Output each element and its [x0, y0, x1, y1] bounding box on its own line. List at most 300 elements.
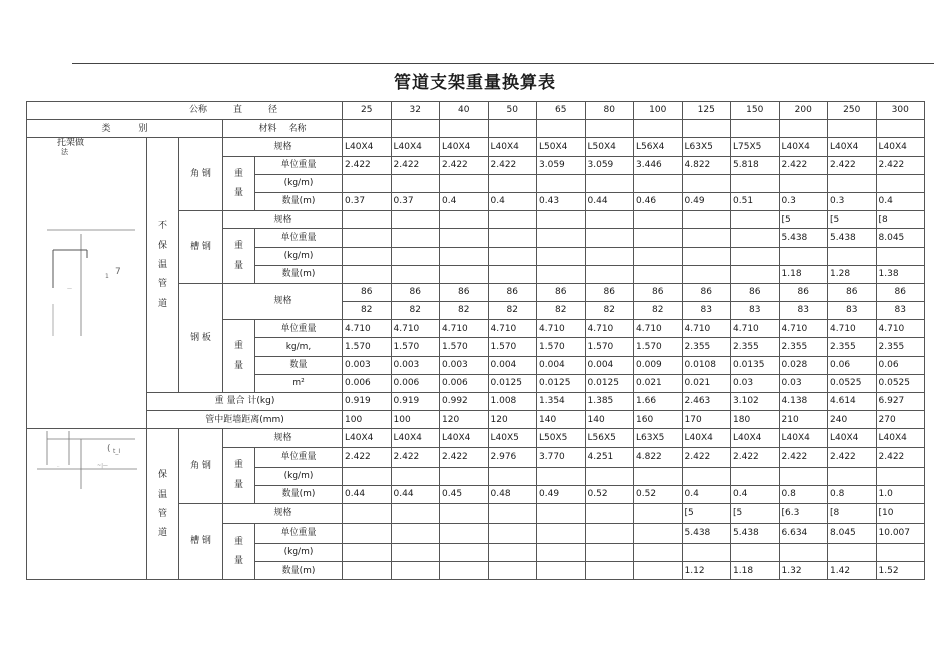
value-cell: 0.43 — [537, 192, 586, 210]
value-cell: L40X4 — [343, 138, 392, 156]
empty-cell — [682, 247, 731, 265]
value-cell: 8.045 — [876, 229, 925, 247]
value-cell: 0.003 — [440, 356, 489, 374]
value-cell: [5 — [828, 211, 877, 229]
value-cell: 2.422 — [343, 447, 392, 467]
value-cell — [585, 523, 634, 543]
value-cell — [634, 503, 683, 523]
value-cell: 0.8 — [779, 485, 828, 503]
value-cell: 86 — [488, 283, 537, 301]
header-text: 材料 — [258, 123, 277, 134]
diameter-header: 32 — [391, 102, 440, 120]
spec-label: 规格 — [223, 503, 343, 523]
channel-steel-label: 槽 钢 — [179, 503, 223, 579]
value-cell: 82 — [488, 302, 537, 320]
value-cell: 0.4 — [876, 192, 925, 210]
value-cell: 4.710 — [343, 320, 392, 338]
value-cell: L40X4 — [488, 138, 537, 156]
vertical-char: 量 — [233, 556, 243, 567]
empty-cell — [343, 174, 392, 192]
value-cell: 1.570 — [585, 338, 634, 356]
value-cell: L56X5 — [585, 429, 634, 447]
bracket-diagram-cell — [27, 429, 147, 580]
value-cell: 0.44 — [391, 485, 440, 503]
value-cell: 0.919 — [391, 393, 440, 411]
value-cell: 4.822 — [682, 156, 731, 174]
value-cell: 3.059 — [537, 156, 586, 174]
value-cell — [440, 503, 489, 523]
value-cell — [488, 211, 537, 229]
value-cell: 4.710 — [682, 320, 731, 338]
empty-cell — [488, 467, 537, 485]
value-cell: 86 — [585, 283, 634, 301]
empty-cell — [537, 247, 586, 265]
empty-cell — [634, 174, 683, 192]
spec-label: 规格 — [223, 429, 343, 447]
value-cell: 100 — [343, 411, 392, 429]
value-cell: 4.138 — [779, 393, 828, 411]
diameter-header: 150 — [731, 102, 780, 120]
qty-label: 数量(m) — [255, 192, 343, 210]
value-cell: 1.008 — [488, 393, 537, 411]
value-cell: 86 — [828, 283, 877, 301]
value-cell: L75X5 — [731, 138, 780, 156]
value-cell: 1.12 — [682, 562, 731, 580]
unit-weight-text: 单位重量 — [280, 159, 317, 170]
value-cell — [634, 523, 683, 543]
unit-weight-label: 单位重量 — [255, 523, 343, 543]
empty-cell — [731, 247, 780, 265]
value-cell: 2.422 — [682, 447, 731, 467]
empty-cell — [828, 247, 877, 265]
value-cell — [682, 211, 731, 229]
weight-label — [223, 447, 255, 503]
value-cell: 0.0135 — [731, 356, 780, 374]
value-cell: 4.710 — [488, 320, 537, 338]
diameter-header: 40 — [440, 102, 489, 120]
value-cell: 0.44 — [585, 192, 634, 210]
value-cell: [5 — [779, 211, 828, 229]
value-cell: 0.003 — [343, 356, 392, 374]
qty-label: 数量 — [255, 356, 343, 374]
value-cell — [585, 562, 634, 580]
value-cell: 86 — [634, 283, 683, 301]
value-cell: L40X4 — [828, 429, 877, 447]
value-cell: 6.634 — [779, 523, 828, 543]
value-cell — [440, 562, 489, 580]
value-cell: 0.4 — [440, 192, 489, 210]
vertical-char: 重 — [233, 341, 243, 352]
spec-label: 规格 — [223, 211, 343, 229]
empty-cell — [634, 467, 683, 485]
value-cell: 2.463 — [682, 393, 731, 411]
svg-text:t_I: t_I — [113, 448, 121, 456]
value-cell: 1.570 — [391, 338, 440, 356]
empty-cell — [682, 120, 731, 138]
empty-cell — [779, 120, 828, 138]
vertical-char: 温 — [157, 489, 167, 500]
value-cell: 210 — [779, 411, 828, 429]
value-cell: 4.710 — [585, 320, 634, 338]
empty-cell — [440, 120, 489, 138]
empty-cell — [391, 174, 440, 192]
angle-steel-label: 角 钢 — [179, 429, 223, 504]
bracket-label: 法 — [61, 148, 68, 157]
wall-distance-label: 管中距墙距离(mm) — [147, 411, 343, 429]
unit-label: (kg/m) — [255, 544, 343, 562]
value-cell: 0.49 — [682, 192, 731, 210]
category-header — [27, 120, 223, 138]
value-cell: 4.710 — [440, 320, 489, 338]
value-cell — [343, 503, 392, 523]
value-cell — [634, 265, 683, 283]
header-row-category — [27, 120, 925, 138]
value-cell: 2.355 — [828, 338, 877, 356]
header-text: 公称 — [189, 105, 208, 116]
empty-cell — [634, 247, 683, 265]
value-cell: 0.0108 — [682, 356, 731, 374]
value-cell: 0.009 — [634, 356, 683, 374]
value-cell: 82 — [343, 302, 392, 320]
no-insul-distance — [27, 411, 925, 429]
value-cell: 240 — [828, 411, 877, 429]
value-cell — [731, 211, 780, 229]
value-cell: 170 — [682, 411, 731, 429]
value-cell: [8 — [876, 211, 925, 229]
empty-cell — [537, 544, 586, 562]
value-cell: 1.354 — [537, 393, 586, 411]
header-text: 径 — [268, 105, 278, 116]
nominal-diameter-header — [27, 102, 343, 120]
value-cell: 0.004 — [585, 356, 634, 374]
value-cell: 3.446 — [634, 156, 683, 174]
value-cell: 0.006 — [343, 374, 392, 392]
value-cell — [682, 229, 731, 247]
angle-steel-label: 角 钢 — [179, 138, 223, 211]
value-cell: 86 — [537, 283, 586, 301]
value-cell: 1.570 — [537, 338, 586, 356]
empty-cell — [731, 544, 780, 562]
unit-weight-label: 单位重量 — [255, 447, 343, 467]
empty-cell — [634, 544, 683, 562]
value-cell — [488, 503, 537, 523]
value-cell: 2.976 — [488, 447, 537, 467]
unit-label: (kg/m) — [255, 174, 343, 192]
vertical-char: 道 — [157, 298, 167, 309]
value-cell: 86 — [876, 283, 925, 301]
svg-text:..: .. — [57, 463, 60, 469]
value-cell: 0.0525 — [828, 374, 877, 392]
qty-label: 数量(m) — [255, 265, 343, 283]
bracket-diagram — [27, 429, 146, 579]
value-cell: 0.48 — [488, 485, 537, 503]
value-cell: [10 — [876, 503, 925, 523]
diameter-header: 100 — [634, 102, 683, 120]
value-cell: 0.4 — [488, 192, 537, 210]
value-cell: 4.710 — [391, 320, 440, 338]
value-cell: 0.021 — [682, 374, 731, 392]
value-cell: 4.710 — [537, 320, 586, 338]
value-cell: 86 — [731, 283, 780, 301]
vertical-char: 管 — [157, 508, 167, 519]
weight-label — [223, 523, 255, 579]
value-cell — [537, 265, 586, 283]
qty-label: 数量(m) — [255, 562, 343, 580]
empty-cell — [876, 544, 925, 562]
empty-cell — [779, 544, 828, 562]
spec-label: 规格 — [223, 138, 343, 156]
spec-label: 规格 — [223, 283, 343, 319]
total-weight-label: 重 量合 计(kg) — [147, 393, 343, 411]
value-cell: 0.52 — [585, 485, 634, 503]
empty-cell — [488, 120, 537, 138]
value-cell — [391, 265, 440, 283]
diameter-header: 200 — [779, 102, 828, 120]
value-cell: L50X5 — [537, 429, 586, 447]
value-cell: 2.422 — [440, 156, 489, 174]
value-cell — [488, 523, 537, 543]
vertical-char: 量 — [233, 479, 243, 490]
value-cell: L40X5 — [488, 429, 537, 447]
value-cell — [343, 523, 392, 543]
weight-label — [223, 229, 255, 284]
diameter-header: 50 — [488, 102, 537, 120]
value-cell — [391, 503, 440, 523]
value-cell: 86 — [779, 283, 828, 301]
value-cell: 180 — [731, 411, 780, 429]
value-cell: 0.0525 — [876, 374, 925, 392]
empty-cell — [391, 247, 440, 265]
value-cell — [634, 562, 683, 580]
value-cell: 0.003 — [391, 356, 440, 374]
value-cell: 4.710 — [779, 320, 828, 338]
bracket-diagram — [27, 138, 146, 424]
empty-cell — [779, 467, 828, 485]
value-cell: 2.422 — [731, 447, 780, 467]
empty-cell — [440, 247, 489, 265]
bracket-label: 托架做 — [57, 138, 85, 149]
empty-cell — [876, 120, 925, 138]
value-cell: 4.251 — [585, 447, 634, 467]
value-cell: [6.3 — [779, 503, 828, 523]
value-cell — [488, 562, 537, 580]
value-cell: L50X4 — [537, 138, 586, 156]
value-cell: 0.4 — [731, 485, 780, 503]
empty-cell — [731, 467, 780, 485]
value-cell — [537, 211, 586, 229]
value-cell: 2.422 — [828, 447, 877, 467]
bracket-diagram-cell — [27, 138, 147, 429]
value-cell: 2.422 — [876, 156, 925, 174]
empty-cell — [343, 544, 392, 562]
empty-cell — [391, 544, 440, 562]
bracket-sketch-icon — [27, 429, 147, 579]
value-cell — [343, 229, 392, 247]
value-cell: 0.006 — [391, 374, 440, 392]
value-cell: 1.570 — [634, 338, 683, 356]
value-cell: 2.422 — [876, 447, 925, 467]
value-cell — [391, 211, 440, 229]
value-cell: L40X4 — [731, 429, 780, 447]
vertical-char: 量 — [233, 360, 243, 371]
value-cell: L40X4 — [391, 138, 440, 156]
unit-weight-label: 单位重量 — [255, 229, 343, 247]
value-cell — [391, 523, 440, 543]
value-cell: 270 — [876, 411, 925, 429]
weight-label — [223, 156, 255, 211]
value-cell: 86 — [440, 283, 489, 301]
value-cell: 2.422 — [343, 156, 392, 174]
value-cell: 8.045 — [828, 523, 877, 543]
no-insul-total — [27, 393, 925, 411]
value-cell: 120 — [440, 411, 489, 429]
empty-cell — [585, 467, 634, 485]
vertical-char: 保 — [157, 240, 167, 251]
vertical-char: 重 — [233, 460, 243, 471]
value-cell: 4.822 — [634, 447, 683, 467]
vertical-char: 温 — [157, 260, 167, 271]
value-cell: L63X5 — [682, 138, 731, 156]
insul-angle-spec — [27, 429, 925, 447]
value-cell: 0.03 — [731, 374, 780, 392]
value-cell — [440, 265, 489, 283]
svg-text:7: 7 — [115, 267, 121, 278]
empty-cell — [876, 247, 925, 265]
value-cell: 0.4 — [682, 485, 731, 503]
value-cell: 1.570 — [440, 338, 489, 356]
diameter-header: 250 — [828, 102, 877, 120]
vertical-char: 保 — [157, 470, 167, 481]
empty-cell — [391, 467, 440, 485]
svg-text:(: ( — [107, 444, 111, 455]
empty-cell — [537, 120, 586, 138]
value-cell: L50X4 — [585, 138, 634, 156]
channel-steel-label: 槽 钢 — [179, 211, 223, 284]
value-cell: 1.32 — [779, 562, 828, 580]
header-text: 别 — [138, 123, 148, 134]
empty-cell — [585, 120, 634, 138]
value-cell: 0.37 — [391, 192, 440, 210]
svg-text:—: — — [67, 286, 72, 293]
value-cell: 1.570 — [343, 338, 392, 356]
value-cell — [585, 265, 634, 283]
value-cell: 10.007 — [876, 523, 925, 543]
value-cell: 0.37 — [343, 192, 392, 210]
value-cell: L40X4 — [779, 429, 828, 447]
empty-cell — [731, 120, 780, 138]
diameter-header: 80 — [585, 102, 634, 120]
value-cell: 0.0125 — [585, 374, 634, 392]
empty-cell — [488, 544, 537, 562]
empty-cell — [440, 467, 489, 485]
value-cell: 0.8 — [828, 485, 877, 503]
value-cell: 2.422 — [488, 156, 537, 174]
value-cell: 1.28 — [828, 265, 877, 283]
value-cell: 5.818 — [731, 156, 780, 174]
value-cell: 100 — [391, 411, 440, 429]
header-text: 名称 — [288, 123, 307, 134]
value-cell — [343, 562, 392, 580]
value-cell: 0.03 — [779, 374, 828, 392]
value-cell: L56X4 — [634, 138, 683, 156]
value-cell: 83 — [828, 302, 877, 320]
value-cell — [731, 265, 780, 283]
value-cell: 82 — [391, 302, 440, 320]
value-cell: L40X4 — [876, 138, 925, 156]
page-title: 管道支架重量换算表 — [394, 73, 556, 93]
value-cell: 0.3 — [779, 192, 828, 210]
value-cell: L40X4 — [440, 138, 489, 156]
vertical-char: 重 — [233, 168, 243, 179]
diameter-header: 25 — [343, 102, 392, 120]
empty-cell — [731, 174, 780, 192]
value-cell: 5.438 — [779, 229, 828, 247]
value-cell: 0.06 — [876, 356, 925, 374]
diameter-header: 300 — [876, 102, 925, 120]
value-cell: 160 — [634, 411, 683, 429]
header-row-diameter — [27, 102, 925, 120]
empty-cell — [682, 467, 731, 485]
value-cell: 5.438 — [828, 229, 877, 247]
empty-cell — [585, 174, 634, 192]
value-cell — [537, 503, 586, 523]
empty-cell — [779, 247, 828, 265]
value-cell: 4.710 — [828, 320, 877, 338]
material-header — [223, 120, 343, 138]
empty-cell — [440, 544, 489, 562]
unit-label: kg/m, — [255, 338, 343, 356]
value-cell — [440, 523, 489, 543]
value-cell — [731, 229, 780, 247]
empty-cell — [391, 120, 440, 138]
value-cell: 0.06 — [828, 356, 877, 374]
value-cell: L40X4 — [440, 429, 489, 447]
vertical-char: 管 — [157, 279, 167, 290]
value-cell: L40X4 — [876, 429, 925, 447]
value-cell: [5 — [731, 503, 780, 523]
value-cell: 82 — [585, 302, 634, 320]
value-cell: 0.919 — [343, 393, 392, 411]
value-cell: 140 — [585, 411, 634, 429]
value-cell: 0.49 — [537, 485, 586, 503]
value-cell: 83 — [876, 302, 925, 320]
vertical-char: 道 — [157, 528, 167, 539]
empty-cell — [585, 544, 634, 562]
unit-label: m² — [255, 374, 343, 392]
empty-cell — [876, 174, 925, 192]
value-cell: 2.422 — [779, 156, 828, 174]
value-cell: 86 — [682, 283, 731, 301]
value-cell: 4.710 — [731, 320, 780, 338]
empty-cell — [488, 247, 537, 265]
value-cell: L40X4 — [343, 429, 392, 447]
header-text: 直 — [233, 105, 243, 116]
empty-cell — [779, 174, 828, 192]
value-cell: 1.18 — [779, 265, 828, 283]
value-cell: 0.004 — [537, 356, 586, 374]
value-cell: 2.355 — [876, 338, 925, 356]
value-cell: 83 — [682, 302, 731, 320]
value-cell: 0.0125 — [488, 374, 537, 392]
empty-cell — [343, 247, 392, 265]
value-cell: 0.44 — [343, 485, 392, 503]
steel-plate-label: 钢 板 — [179, 283, 223, 392]
empty-cell — [343, 120, 392, 138]
value-cell: L63X5 — [634, 429, 683, 447]
vertical-char: 不 — [157, 221, 167, 232]
value-cell — [391, 562, 440, 580]
value-cell: 1.66 — [634, 393, 683, 411]
